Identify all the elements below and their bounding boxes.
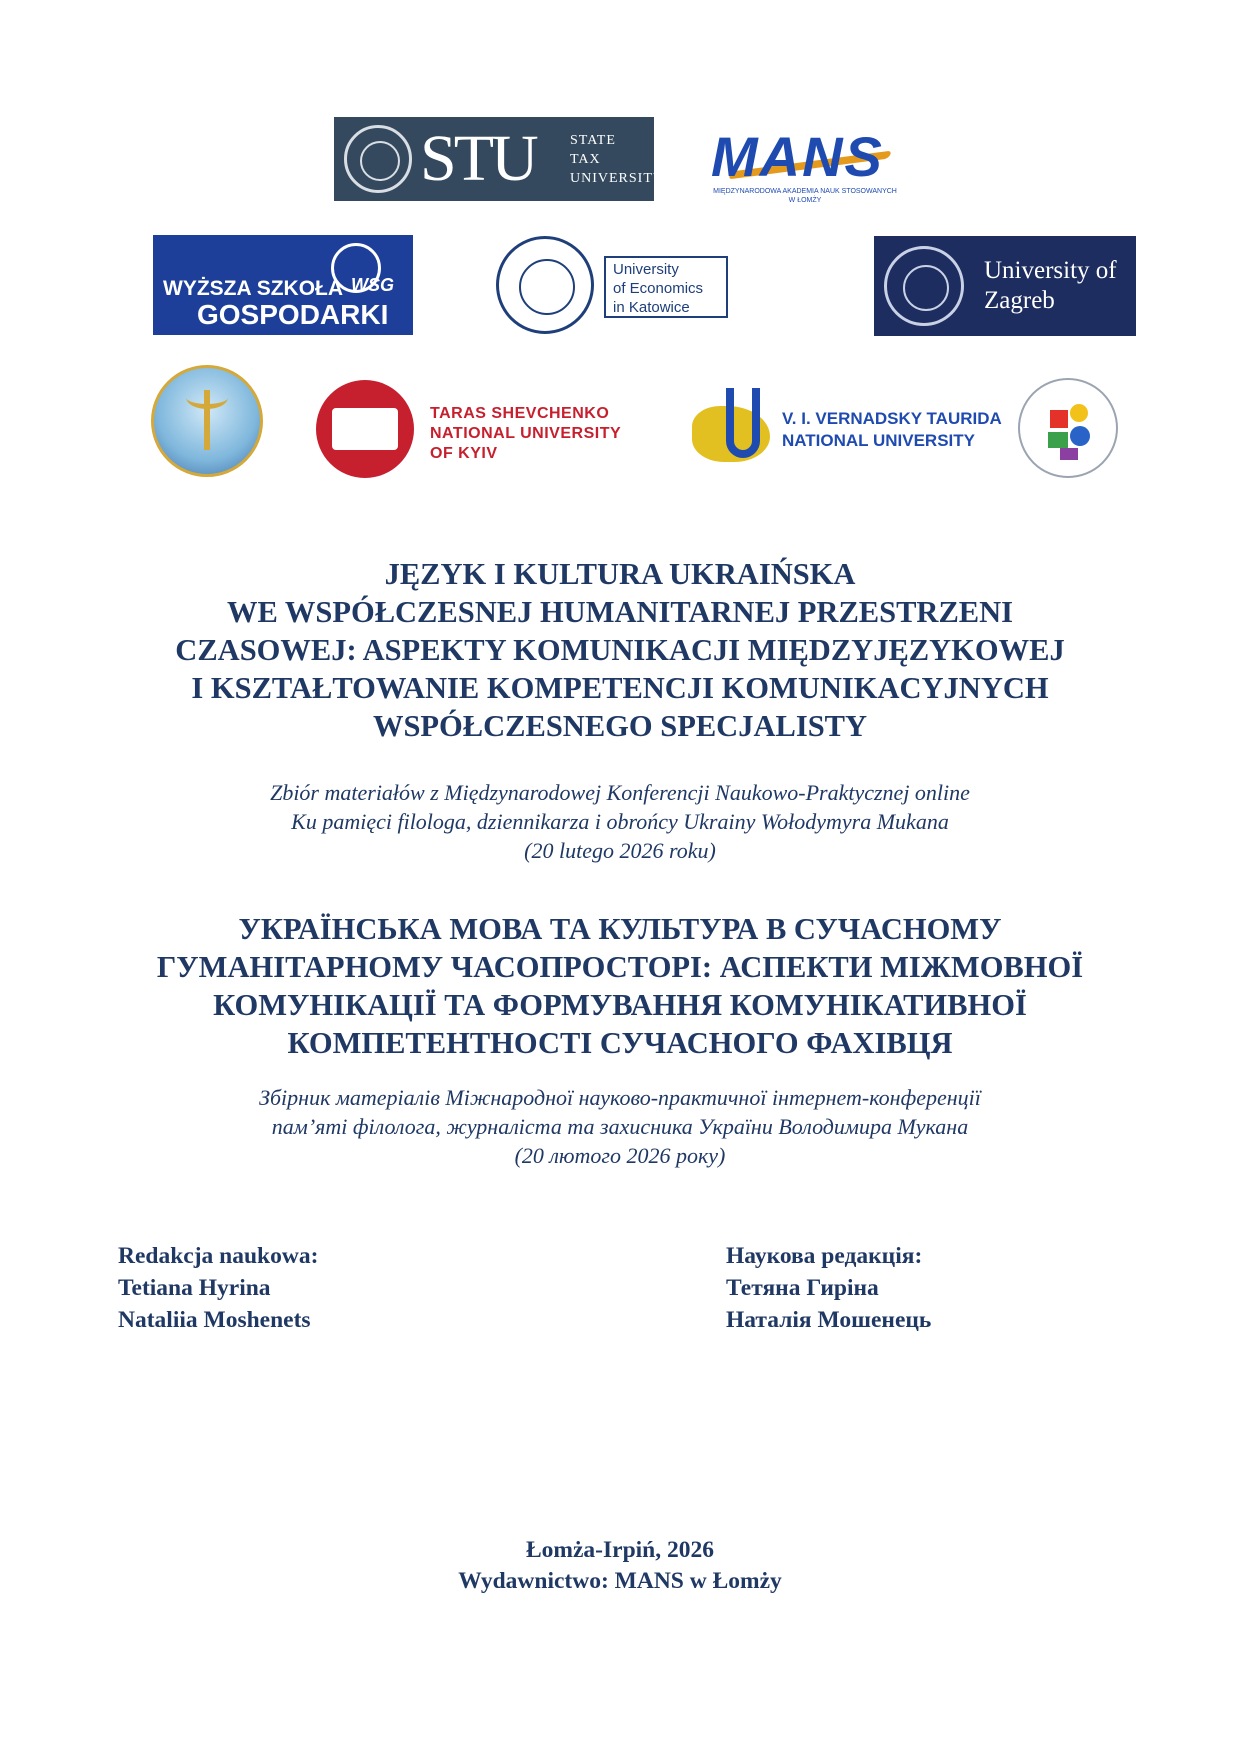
title-pl-line: WSPÓŁCZESNEGO SPECJALISTY — [372, 709, 868, 743]
mans-logo — [705, 125, 905, 205]
subtitle-ukrainian — [0, 1083, 1240, 1170]
editor-name: Nataliia Moshenets — [118, 1307, 311, 1333]
green-block-icon — [1048, 432, 1068, 448]
katowice-seal-icon — [496, 236, 594, 334]
kyiv-university-seal-icon — [316, 380, 414, 478]
editors-heading: Redakcja naukowa: — [118, 1243, 319, 1269]
vernadsky-taurida-university-logo — [690, 388, 1002, 488]
title-ua-line: КОМПЕТЕНТНОСТІ СУЧАСНОГО ФАХІВЦЯ — [287, 1026, 953, 1060]
subtitle-ua-line: (20 лютого 2026 року) — [514, 1143, 726, 1168]
title-pl-line: JĘZYK I KULTURA UKRAIŃSKA — [384, 557, 856, 591]
stu-logo-abbreviation: STU — [420, 122, 536, 195]
editor-name: Тетяна Гиріна — [726, 1275, 879, 1301]
mans-logo-word: MANS — [711, 125, 884, 188]
red-square-icon — [1050, 410, 1068, 428]
wsg-logo — [153, 235, 413, 335]
subtitle-pl-line: Zbiór materiałów z Międzynarodowej Konferencji Naukowo-Praktycznej online — [270, 780, 970, 805]
title-pl-line: I KSZTAŁTOWANIE KOMPETENCJI KOMUNIKACYJNYCH — [191, 671, 1049, 705]
place-year: Łomża-Irpiń, 2026 — [526, 1537, 714, 1563]
title-ukrainian — [0, 910, 1240, 1062]
title-polish — [0, 555, 1240, 745]
zagreb-seal-icon — [884, 246, 964, 326]
subtitle-pl-line: Ku pamięci filologa, dziennikarza i obrońcy Ukrainy Wołodymyra Mukana — [291, 809, 949, 834]
katowice-logo-text: University of Economics in Katowice — [604, 256, 728, 318]
wsg-line1: WYŻSZA SZKOŁA — [163, 277, 344, 300]
kyiv-university-name: TARAS SHEVCHENKO NATIONAL UNIVERSITY OF KYIV — [430, 405, 622, 462]
emblem-logo — [151, 365, 263, 477]
purple-block-icon — [1060, 448, 1078, 460]
title-pl-line: WE WSPÓŁCZESNEJ HUMANITARNEJ PRZESTRZENI — [226, 595, 1014, 629]
u-letter-icon — [726, 388, 760, 458]
publisher: Wydawnictwo: MANS w Łomży — [458, 1568, 782, 1594]
editors-ukrainian — [726, 1240, 931, 1336]
editor-name: Tetiana Hyrina — [118, 1275, 271, 1301]
university-of-economics-katowice-logo — [496, 236, 736, 336]
zaporizhzhia-academy-logo — [1018, 378, 1118, 478]
subtitle-pl-line: (20 lutego 2026 roku) — [524, 838, 716, 863]
zagreb-logo-text: University of Zagreb — [984, 257, 1117, 314]
yellow-circle-icon — [1070, 404, 1088, 422]
title-ua-line: КОМУНІКАЦІЇ ТА ФОРМУВАННЯ КОМУНІКАТИВНОЇ — [213, 988, 1027, 1022]
stu-logo-text: STATE TAX UNIVERSITY — [570, 133, 664, 186]
university-of-zagreb-logo — [874, 236, 1136, 336]
wsg-line2: GOSPODARKI — [197, 299, 389, 330]
subtitle-ua-line: пам’яті філолога, журналіста та захисника України Володимира Мукана — [271, 1114, 969, 1139]
wsg-tag: WSG — [351, 275, 394, 295]
taurida-university-name: V. I. VERNADSKY TAURIDA NATIONAL UNIVERSITY — [782, 409, 1002, 450]
editors-polish — [118, 1240, 318, 1336]
subtitle-ua-line: Збірник матеріалів Міжнародної науково-практичної інтернет-конференції — [259, 1085, 981, 1110]
editor-name: Наталія Мошенець — [726, 1307, 932, 1333]
subtitle-polish — [0, 778, 1240, 865]
mans-logo-subtext: MIĘDZYNARODOWA AKADEMIA NAUK STOSOWANYCH W ŁOMŻY — [713, 188, 897, 204]
state-tax-university-logo — [334, 117, 664, 201]
stu-seal-icon — [344, 125, 412, 193]
blue-circle-icon — [1070, 426, 1090, 446]
title-pl-line: CZASOWEJ: ASPEKTY KOMUNIKACJI MIĘDZYJĘZYKOWEJ — [175, 633, 1065, 667]
publication-footer — [0, 1535, 1240, 1597]
taras-shevchenko-university-logo — [316, 380, 636, 480]
title-ua-line: УКРАЇНСЬКА МОВА ТА КУЛЬТУРА В СУЧАСНОМУ — [238, 912, 1002, 946]
editors-heading: Наукова редакція: — [726, 1243, 923, 1269]
trident-icon — [204, 390, 210, 450]
title-ua-line: ГУМАНІТАРНОМУ ЧАСОПРОСТОРІ: АСПЕКТИ МІЖМОВНОЇ — [156, 950, 1084, 984]
